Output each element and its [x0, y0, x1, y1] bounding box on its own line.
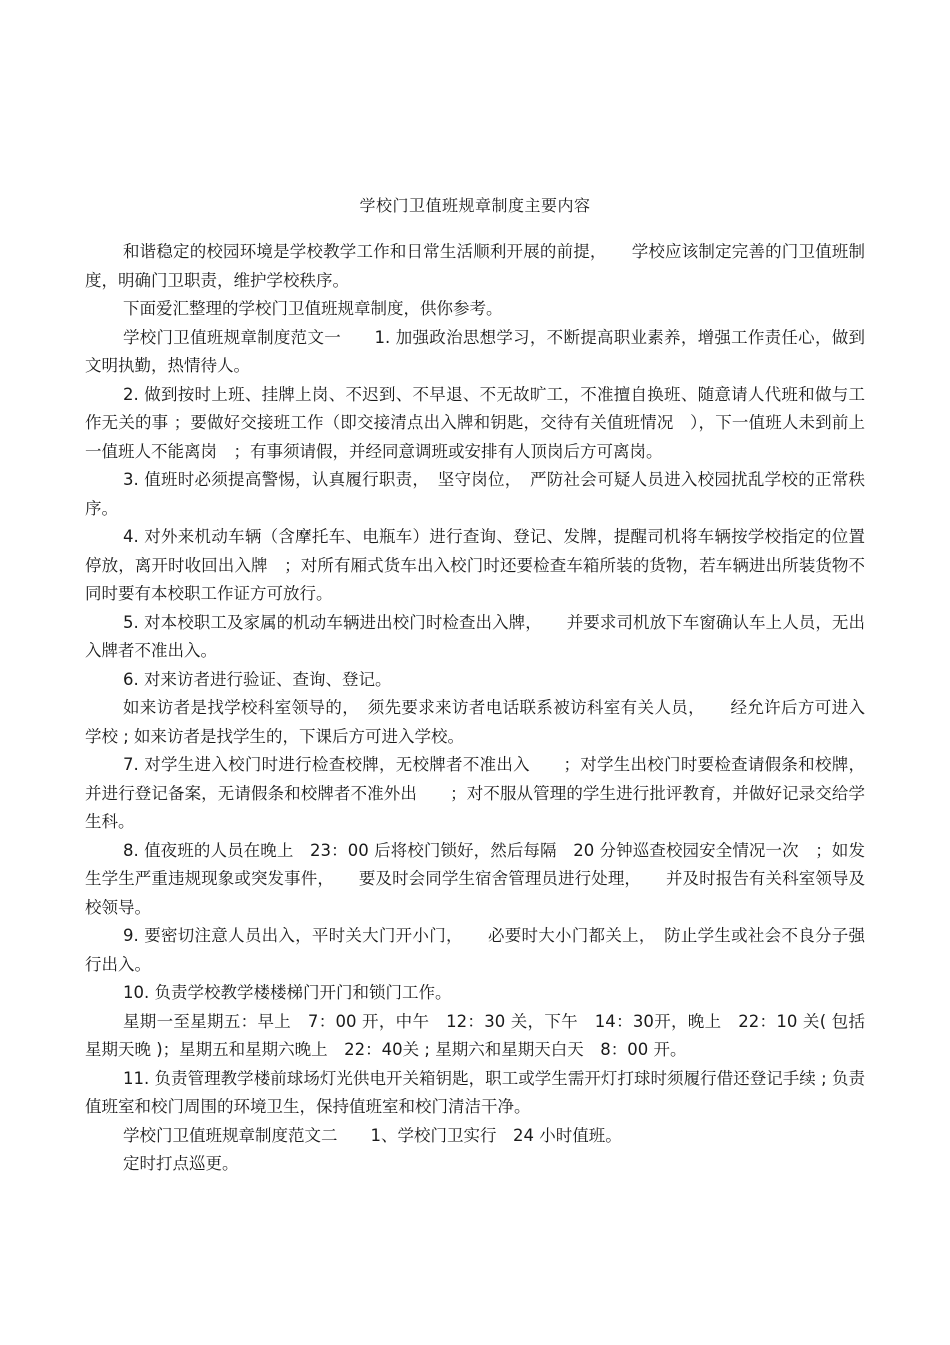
document-title: 学校门卫值班规章制度主要内容: [359, 196, 591, 215]
paragraph: 7. 对学生进入校门时进行检查校牌，无校牌者不准出入 ；对学生出校门时要检查请假条和校牌，并进行登记备案，无请假条和校牌者不准外出 ；对不服从管理的学生进行批评教育，并做好记录交给学生科。: [85, 755, 865, 831]
paragraph: 6. 对来访者进行验证、查询、登记。: [123, 669, 392, 689]
paragraph: 9. 要密切注意人员出入，平时关大门开小门， 必要时大小门都关上， 防止学生或社会不良分子强行出入。: [85, 926, 865, 974]
paragraph: 11. 负责管理教学楼前球场灯光供电开关箱钥匙，职工或学生需开灯打球时须履行借还登记手续 ; 负责值班室和校门周围的环境卫生，保持值班室和校门清洁干净。: [85, 1068, 865, 1116]
paragraph: 2. 做到按时上班、挂牌上岗、不迟到、不早退、不无故旷工，不准擅自换班、随意请人代班和做与工作无关的事 ；要做好交接班工作（即交接清点出入牌和钥匙，交待有关值班情况 ），下一值班人未到前上一值班人不能离岗 ；有事须请假，并经同意调班或安排有人顶岗后方可离岗。: [85, 384, 865, 461]
paragraph: 10. 负责学校教学楼楼梯门开门和锁门工作。: [123, 983, 452, 1002]
paragraph: 4. 对外来机动车辆（含摩托车、电瓶车）进行查询、登记、发牌，提醒司机将车辆按学校指定的位置停放，离开时收回出入牌 ；对所有厢式货车出入校门时还要检查车箱所装的货物，若车辆进出所装货物不同时要有本校职工作证方可放行。: [85, 527, 865, 603]
document-body: [85, 238, 865, 1179]
paragraph: 下面爱汇整理的学校门卫值班规章制度，供你参考。: [123, 299, 503, 318]
paragraph: 3. 值班时必须提高警惕，认真履行职责， 坚守岗位， 严防社会可疑人员进入校园扰乱学校的正常秩序。: [85, 470, 865, 518]
paragraph: 5. 对本校职工及家属的机动车辆进出校门时检查出入牌， 并要求司机放下车窗确认车上人员，无出入牌者不准出入。: [85, 612, 865, 660]
paragraph: 定时打点巡更。: [123, 1154, 239, 1173]
paragraph: 星期一至星期五：早上 7：00 开，中午 12：30 关，下午 14：30开，晚上 22：10 关( 包括星期天晚 )；星期五和星期六晚上 22：40关 ; 星期六和星期天白天 8：00 开。: [85, 1011, 865, 1059]
paragraph: 学校门卫值班规章制度范文二 1、学校门卫实行 24 小时值班。: [123, 1125, 622, 1145]
paragraph: 和谐稳定的校园环境是学校教学工作和日常生活顺利开展的前提， 学校应该制定完善的门卫值班制度，明确门卫职责，维护学校秩序。: [85, 242, 865, 290]
paragraph: 学校门卫值班规章制度范文一 1. 加强政治思想学习，不断提高职业素养，增强工作责任心，做到文明执勤，热情待人。: [85, 327, 865, 375]
paragraph: 如来访者是找学校科室领导的， 须先要求来访者电话联系被访科室有关人员， 经允许后方可进入学校 ; 如来访者是找学生的，下课后方可进入学校。: [85, 698, 865, 746]
paragraph: 8. 值夜班的人员在晚上 23：00 后将校门锁好，然后每隔 20 分钟巡查校园安全情况一次 ；如发生学生严重违规现象或突发事件， 要及时会同学生宿舍管理员进行处理， 并及时报告有关科室领导及校领导。: [85, 840, 865, 917]
